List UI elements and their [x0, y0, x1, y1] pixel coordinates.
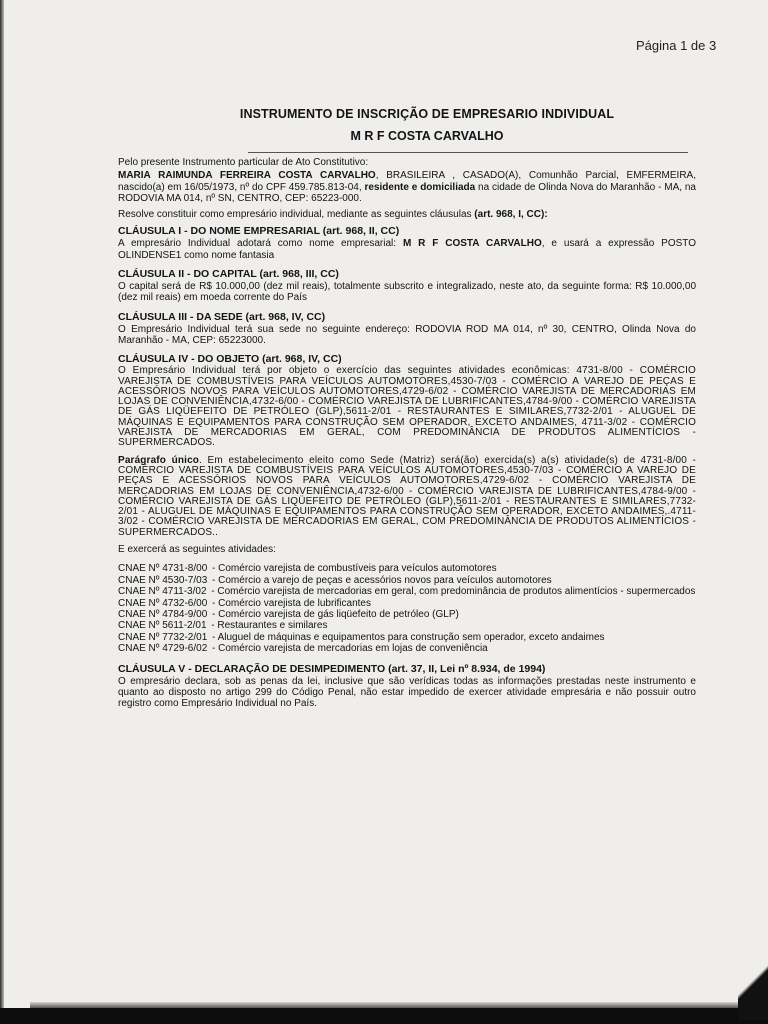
clause-text-end: , e usará a expressão POSTO OLINDENSE1 como nome fantasia	[118, 238, 696, 261]
cnae-code: CNAE Nº 4711-3/02	[118, 586, 207, 598]
party-details: , BRASILEIRA , CASADO(A), Comunhão Parcial, EMFERMEIRA, nascido(a) em 16/05/1973, nº do CPF 459.785.813-04,	[118, 170, 696, 193]
clause-headquarters	[118, 311, 696, 347]
activities-intro: E exercerá as seguintes atividades:	[118, 544, 276, 556]
cnae-description: - Comércio varejista de gás liqüefeito de petróleo (GLP)	[209, 608, 459, 620]
paragraph-unique-label: Parágrafo único	[118, 454, 200, 466]
resolve-text: Resolve constituir como empresário individual, mediante as seguintes cláusulas	[118, 209, 475, 221]
cnae-description: - Comércio varejista de combustíveis para veículos automotores	[209, 563, 497, 575]
clause-body: O empresário declara, sob as penas da lei, inclusive que são verídicas todas as informações prestadas neste instrumento e quanto ao disposto no artigo 299 do Código Penal, não estar impedido de exercer atividade empresária e não possuir outro registro como Empresário Individual no País.	[118, 675, 696, 710]
page-number: Página 1 de 3	[636, 38, 717, 53]
cnae-description: - Comércio varejista de lubrificantes	[209, 597, 371, 609]
cnae-code: CNAE Nº 4732-6/00	[118, 597, 208, 609]
clause-object	[118, 353, 696, 448]
desk-background	[0, 1008, 768, 1024]
clause-declaration	[118, 663, 696, 710]
document-body	[118, 106, 696, 716]
cnae-code: CNAE Nº 4729-6/02	[118, 643, 208, 655]
cnae-code: CNAE Nº 4731-8/00	[118, 563, 208, 575]
list-item	[118, 586, 696, 597]
clause-name	[118, 225, 696, 261]
cnae-description: - Comércio varejista de mercadorias em geral, com predominância de produtos alimentícios - supermercados	[208, 586, 696, 598]
cnae-list	[118, 563, 696, 654]
clause-title: CLÁUSULA I - DO NOME EMPRESARIAL (art. 968, II, CC)	[118, 225, 400, 238]
document-subtitle: M R F COSTA CARVALHO	[350, 129, 504, 143]
clause-title: CLÁUSULA IV - DO OBJETO (art. 968, IV, CC)	[118, 353, 342, 366]
list-item	[118, 575, 696, 586]
clause-title: CLÁUSULA II - DO CAPITAL (art. 968, III, CC)	[118, 268, 339, 281]
business-name: M R F COSTA CARVALHO	[402, 238, 542, 250]
clause-capital	[118, 268, 696, 304]
clause-body: O Empresário Individual terá sua sede no seguinte endereço: RODOVIA ROD MA 014, nº 30, CENTRO, Olinda Nova do Maranhão - MA, CEP: 65223000.	[118, 323, 696, 346]
title-divider	[248, 152, 688, 153]
party-name: MARIA RAIMUNDA FERREIRA COSTA CARVALHO	[118, 170, 376, 182]
paragraph-unique-text: . Em estabelecimento eleito como Sede (Matriz) será(ão) exercida(s) a(s) atividade(s) de 4731-8/00 - COMÉRCIO VAREJISTA DE COMBUSTÍVEIS PARA VEÍCULOS AUTOMOTORES,4530-7/03 - COMÉRCIO A VAREJO DE PEÇAS E ACESSÓRIOS NOVOS PARA VEÍCULOS AUTOMOTORES,4729-6/02 - COMÉRCIO VAREJISTA DE MERCADORIAS EM LOJAS DE CONVENIÊNCIA,4732-6/00 - COMÉRCIO VAREJISTA DE LUBRIFICANTES,4784-9/00 - COMÉRCIO VAREJISTA DE GÁS LIQÜEFEITO DE PETRÓLEO (GLP),5611-2/01 - RESTAURANTES E SIMILARES,7732-2/01 - ALUGUEL DE MÁQUINAS E EQUIPAMENTOS PARA CONSTRUÇÃO SEM OPERADOR, EXCETO ANDAIMES,.4711-3/02 - COMÉRCIO VAREJISTA DE MERCADORIAS EM GERAL, COM PREDOMINÂNCIA DE PRODUTOS ALIMENTÍCIOS - SUPERMERCADOS..	[118, 454, 696, 538]
clause-title: CLÁUSULA III - DA SEDE (art. 968, IV, CC)	[118, 310, 326, 323]
clause-body	[118, 238, 696, 261]
cnae-code: CNAE Nº 7732-2/01	[118, 631, 208, 643]
clause-text: A empresário Individual adotará como nome empresarial:	[118, 238, 403, 250]
list-item	[118, 632, 696, 643]
resolve-reference: (art. 968, I, CC):	[474, 209, 548, 221]
clause-body: O capital será de R$ 10.000,00 (dez mil reais), totalmente subscrito e integralizado, neste ato, da seguinte forma: R$ 10.000,00 (dez mil reais) em moeda corrente do País	[118, 281, 696, 304]
page-corner-shadow	[738, 950, 768, 1020]
cnae-description: - Aluguel de máquinas e equipamentos para construção sem operador, exceto andaimes	[209, 631, 605, 643]
cnae-description: - Comércio varejista de mercadorias em lojas de conveniência	[209, 643, 488, 655]
list-item	[118, 563, 696, 574]
party-residence: residente e domiciliada	[364, 181, 476, 193]
cnae-code: CNAE Nº 4530-7/03	[118, 574, 208, 586]
cnae-code: CNAE Nº 5611-2/01	[118, 620, 207, 632]
cnae-code: CNAE Nº 4784-9/00	[118, 608, 208, 620]
cnae-description: - Restaurantes e similares	[208, 620, 328, 632]
intro-text: Pelo presente Instrumento particular de Ato Constitutivo:	[118, 157, 369, 168]
document-title: INSTRUMENTO DE INSCRIÇÃO DE EMPRESARIO INDIVIDUAL	[239, 107, 615, 121]
list-item	[118, 620, 696, 631]
page-edge-shadow	[0, 0, 4, 1024]
clause-title: CLÁUSULA V - DECLARAÇÃO DE DESIMPEDIMENTO (art. 37, II, Lei nº 8.934, de 1994)	[118, 662, 546, 675]
party-address: na cidade de Olinda Nova do Maranhão - MA, na RODOVIA MA 014, nº SN, CENTRO, CEP: 65223-000.	[118, 181, 696, 204]
clause-body: O Empresário Individual terá por objeto o exercício das seguintes atividades econômicas: 4731-8/00 - COMÉRCIO VAREJISTA DE COMBUSTÍVEIS PARA VEÍCULOS AUTOMOTORES,4530-7/03 - COMÉRCIO A VAREJO DE PEÇAS E ACESSÓRIOS NOVOS PARA VEÍCULOS AUTOMOTORES,4729-6/02 - COMÉRCIO VAREJISTA DE MERCADORIAS EM LOJAS DE CONVENIÊNCIA,4732-6/00 - COMÉRCIO VAREJISTA DE LUBRIFICANTES,4784-9/00 - COMÉRCIO VAREJISTA DE GÁS LIQÜEFEITO DE PETRÓLEO (GLP),5611-2/01 - RESTAURANTES E SIMILARES,7732-2/01 - ALUGUEL DE MÁQUINAS E EQUIPAMENTOS PARA CONSTRUÇÃO SEM OPERADOR, EXCETO ANDAIMES, 4711-3/02 - COMÉRCIO VAREJISTA DE MERCADORIAS EM GERAL, COM PREDOMINÂNCIA DE PRODUTOS ALIMENTÍCIOS - SUPERMERCADOS.	[118, 365, 696, 449]
paragraph-unique	[118, 456, 696, 538]
list-item	[118, 643, 696, 654]
list-item	[118, 598, 696, 609]
cnae-description: - Comércio a varejo de peças e acessórios novos para veículos automotores	[209, 574, 552, 586]
list-item	[118, 609, 696, 620]
party-qualification	[118, 170, 696, 204]
resolve-statement	[118, 209, 696, 220]
